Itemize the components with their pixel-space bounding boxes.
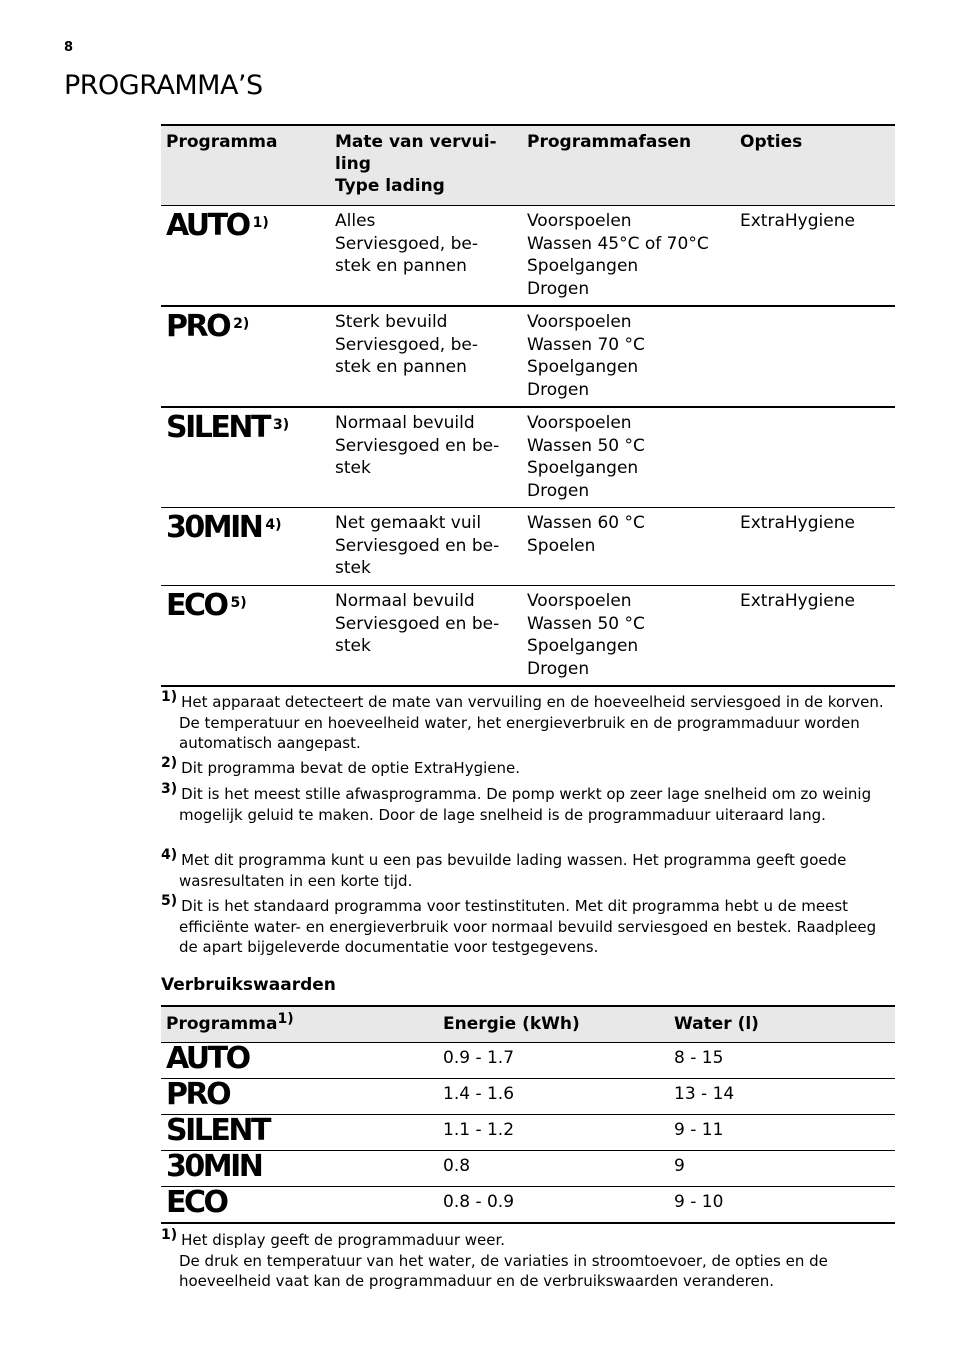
energy-cell: 1.1 - 1.2	[438, 1115, 669, 1151]
footnote	[161, 893, 896, 957]
program-symbol-cell	[161, 586, 330, 687]
program-symbol-cell	[161, 407, 330, 508]
phases-cell: Wassen 60 °C Spoelen	[522, 508, 735, 586]
consumption-table-header	[161, 1006, 895, 1043]
program-symbol-cell	[161, 1187, 438, 1224]
soil-cell: Alles Serviesgoed, be- stek en pannen	[330, 206, 522, 307]
program-symbol-cell	[161, 1079, 438, 1115]
soil-cell: Net gemaakt vuil Serviesgoed en be- stek	[330, 508, 522, 586]
footnote-text: Het display geeft de programmaduur weer.	[181, 1231, 506, 1249]
header-phases: Programmafasen	[522, 125, 735, 206]
page-title: PROGRAMMA’S	[64, 70, 263, 101]
program-symbol: ECO	[166, 1185, 227, 1220]
soil-cell: Normaal bevuild Serviesgoed en be- stek	[330, 586, 522, 687]
footnote-text: Met dit programma kunt u een pas bevuilde lading wassen. Het programma geeft goede wasresultaten in een korte tijd.	[179, 851, 847, 890]
footnote-ref: 3)	[272, 417, 290, 433]
phases-cell: Voorspoelen Wassen 50 °C Spoelgangen Drogen	[522, 407, 735, 508]
footnote-ref: 1)	[252, 215, 269, 231]
soil-cell: Normaal bevuild Serviesgoed en be- stek	[330, 407, 522, 508]
header-options: Opties	[735, 125, 895, 206]
footnote-mark: 3)	[161, 781, 178, 797]
program-symbol: SILENT	[166, 1113, 269, 1148]
header-programma: Programma$^{1)}$	[161, 1006, 438, 1043]
program-symbol-cell	[161, 1043, 438, 1079]
energy-cell: 0.9 - 1.7	[438, 1043, 669, 1079]
soil-cell: Sterk bevuild Serviesgoed, be- stek en pannen	[330, 306, 522, 407]
options-cell: ExtraHygiene	[735, 206, 895, 307]
table-row	[161, 508, 895, 586]
program-symbol-cell	[161, 1151, 438, 1187]
options-cell: ExtraHygiene	[735, 508, 895, 586]
footnote-text: De druk en temperatuur van het water, de variaties in stroomtoevoer, de opties en de hoeveelheid vaat kan de programmaduur en de verbruikswaarden veranderen.	[179, 1252, 828, 1290]
program-symbol: 30MIN	[166, 1149, 262, 1184]
footnote	[161, 781, 896, 825]
footnote	[161, 755, 896, 779]
footnote-ref: 4)	[265, 517, 282, 533]
footnote-text: Dit programma bevat de optie ExtraHygiene.	[181, 759, 521, 777]
footnote-mark: 5)	[161, 893, 178, 909]
energy-cell: 1.4 - 1.6	[438, 1079, 669, 1115]
footnote-text: Dit is het standaard programma voor testinstituten. Met dit programma hebt u de meest efficiënte water- en energieverbruik voor normaal bevuild serviesgoed en bestek. Raadpleeg de apart bijgeleverde documentatie voor testgegevens.	[179, 897, 877, 956]
options-cell: ExtraHygiene	[735, 586, 895, 687]
program-symbol-cell	[161, 306, 330, 407]
phases-cell: Voorspoelen Wassen 70 °C Spoelgangen Drogen	[522, 306, 735, 407]
water-cell: 9 - 11	[669, 1115, 895, 1151]
header-programma: Programma	[161, 125, 330, 206]
page-number: 8	[64, 40, 74, 55]
program-symbol: AUTO	[166, 208, 249, 243]
footnote-ref: 2)	[233, 316, 250, 332]
program-symbol: AUTO	[166, 1041, 249, 1076]
energy-cell: 0.8	[438, 1151, 669, 1187]
table-row	[161, 407, 895, 508]
program-symbol-cell	[161, 206, 330, 307]
footnote	[161, 847, 896, 891]
program-symbol-cell	[161, 508, 330, 586]
program-symbol-cell	[161, 1115, 438, 1151]
header-water: Water (l)	[669, 1006, 895, 1043]
water-cell: 8 - 15	[669, 1043, 895, 1079]
options-cell	[735, 407, 895, 508]
header-energy: Energie (kWh)	[438, 1006, 669, 1043]
consumption-footnote	[161, 1227, 896, 1291]
program-symbol: PRO	[166, 309, 230, 344]
programs-table-header	[161, 125, 895, 206]
header-soiling: Mate van vervui- ling Type lading	[330, 125, 522, 206]
table-row	[161, 1151, 895, 1187]
table-row	[161, 206, 895, 307]
table-row	[161, 1043, 895, 1079]
water-cell: 13 - 14	[669, 1079, 895, 1115]
footnote-mark: 2)	[161, 755, 178, 771]
program-symbol: SILENT	[166, 410, 269, 445]
program-symbol: PRO	[166, 1077, 230, 1112]
options-cell	[735, 306, 895, 407]
table-row	[161, 1187, 895, 1224]
section-heading: Verbruikswaarden	[161, 975, 336, 995]
programs-table	[161, 124, 895, 687]
footnote-text: Dit is het meest stille afwasprogramma. De pomp werkt op zeer lage snelheid om zo weinig mogelijk geluid te maken. Door de lage snelheid is de programmaduur uiteraard lang.	[179, 785, 872, 824]
table-row	[161, 586, 895, 687]
program-symbol: 30MIN	[166, 510, 262, 545]
water-cell: 9 - 10	[669, 1187, 895, 1224]
phases-cell: Voorspoelen Wassen 50 °C Spoelgangen Drogen	[522, 586, 735, 687]
table-row	[161, 306, 895, 407]
table-row	[161, 1079, 895, 1115]
phases-cell: Voorspoelen Wassen 45°C of 70°C Spoelgangen Drogen	[522, 206, 735, 307]
footnote	[161, 689, 896, 753]
consumption-table	[161, 1005, 895, 1224]
energy-cell: 0.8 - 0.9	[438, 1187, 669, 1224]
footnote-text: Het apparaat detecteert de mate van vervuiling en de hoeveelheid serviesgoed in de korven. De temperatuur en hoeveelheid water, het energieverbruik en de programmaduur worden automatisch aangepast.	[179, 693, 884, 752]
water-cell: 9	[669, 1151, 895, 1187]
footnote-mark: 1)	[161, 1227, 178, 1243]
program-symbol: ECO	[166, 588, 227, 623]
footnote-mark: 1)	[161, 689, 178, 705]
footnote-mark: 4)	[161, 847, 178, 863]
footnote-ref: 5)	[230, 595, 247, 611]
table-row	[161, 1115, 895, 1151]
